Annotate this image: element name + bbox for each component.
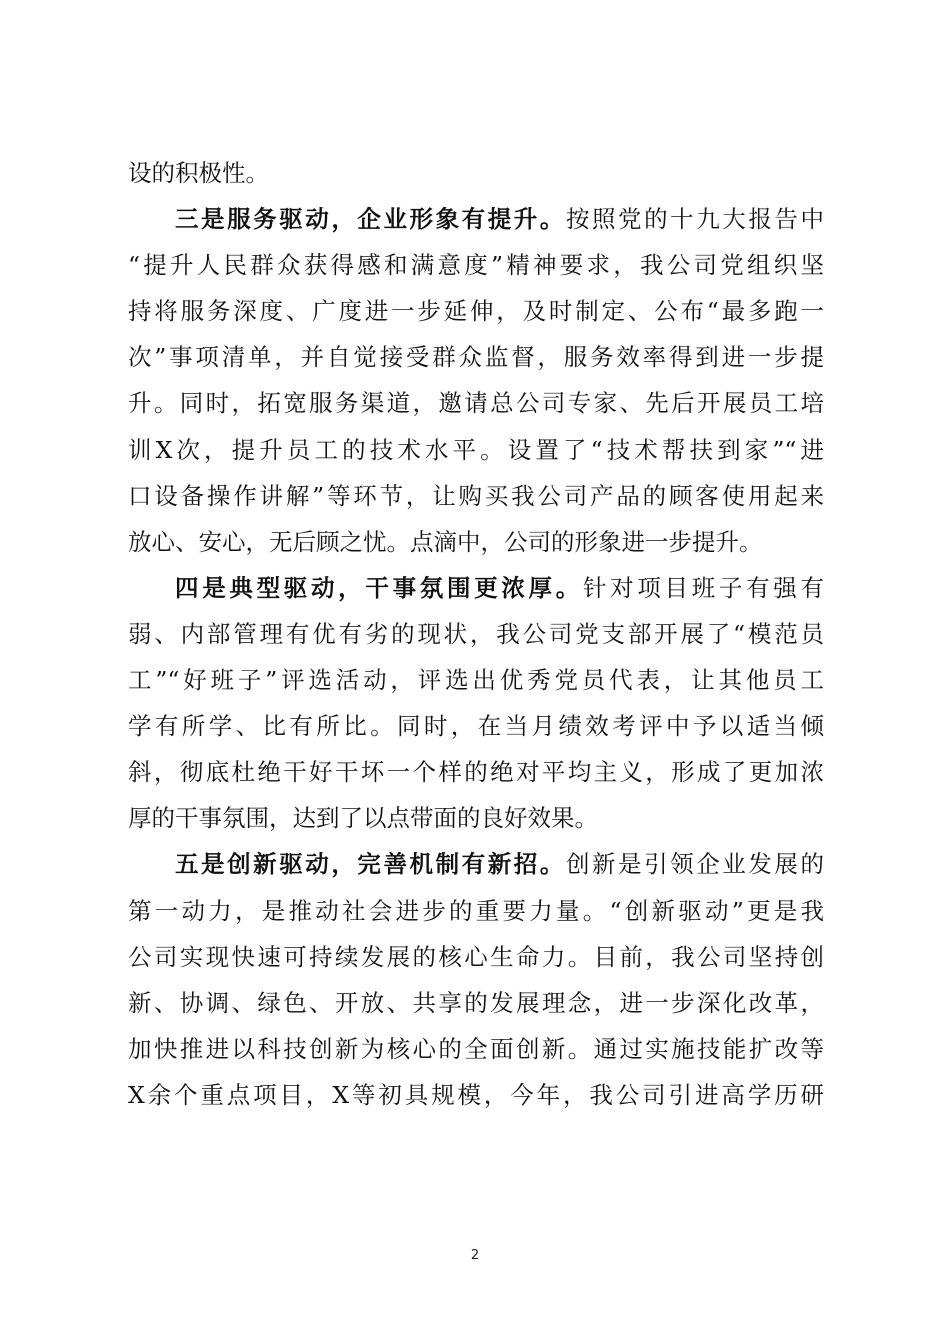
text-line (128, 703, 824, 749)
line-text: 厚的干事氛围，达到了以点带面的良好效果。 (128, 804, 598, 833)
line-text: 新、协调、绿色、开放、共享的发展理念，进一步深化改革， (128, 988, 824, 1017)
text-line (128, 288, 824, 334)
line-text: 加快推进以科技创新为核心的全面创新。通过实施技能扩改等 (128, 1034, 824, 1063)
paragraph-heading: 五是创新驱动，完善机制有新招。 (175, 850, 566, 879)
paragraph-first-line (128, 196, 824, 242)
line-text: 次”事项清单，并自觉接受群众监督，服务效率得到进一步提 (128, 343, 824, 372)
line-text: 针对项目班子有强有 (582, 573, 825, 602)
line-text: 口设备操作讲解”等环节，让购买我公司产品的顾客使用起来 (128, 481, 824, 510)
line-text: 斜，彻底杜绝干好干坏一个样的绝对平均主义，形成了更加浓 (128, 758, 824, 787)
text-line (128, 1072, 824, 1118)
page-number: 2 (470, 1248, 480, 1263)
text-line (128, 150, 824, 196)
text-line (128, 519, 824, 565)
line-text: 训X次，提升员工的技术水平。设置了“技术帮扶到家”“进 (128, 435, 824, 464)
line-text: 升。同时，拓宽服务渠道，邀请总公司专家、先后开展员工培 (128, 389, 824, 418)
line-text: 第一动力，是推动社会进步的重要力量。“创新驱动”更是我 (128, 896, 824, 925)
line-text: 放心、安心，无后顾之忧。点滴中，公司的形象进一步提升。 (128, 527, 763, 556)
text-line (128, 242, 824, 288)
text-line (128, 611, 824, 657)
text-line (128, 427, 824, 473)
text-line (128, 473, 824, 519)
paragraph-heading: 三是服务驱动，企业形象有提升。 (175, 205, 566, 234)
document-body (128, 150, 824, 1118)
text-line (128, 934, 824, 980)
line-text: 弱、内部管理有优有劣的现状，我公司党支部开展了“模范员 (128, 619, 824, 648)
text-line (128, 657, 824, 703)
line-text: 按照党的十九大报告中 (565, 205, 824, 234)
text-line (128, 1026, 824, 1072)
line-text: X余个重点项目，X等初具规模，今年，我公司引进高学历研 (128, 1080, 824, 1109)
paragraph-heading: 四是典型驱动，干事氛围更浓厚。 (175, 573, 583, 602)
text-line (128, 380, 824, 426)
paragraph-first-line (128, 841, 824, 887)
text-line (128, 980, 824, 1026)
line-text: 持将服务深度、广度进一步延伸，及时制定、公布“最多跑一 (128, 297, 824, 326)
text-line (128, 749, 824, 795)
line-text: 创新是引领企业发展的 (565, 850, 824, 879)
line-text: “提升人民群众获得感和满意度”精神要求，我公司党组织坚 (128, 251, 824, 280)
line-text: 公司实现快速可持续发展的核心生命力。目前，我公司坚持创 (128, 942, 824, 971)
line-text: 工”“好班子”评选活动，评选出优秀党员代表，让其他员工 (128, 666, 824, 695)
text-line (128, 795, 824, 841)
line-text: 设的积极性。 (128, 159, 269, 187)
text-line (128, 334, 824, 380)
text-line (128, 888, 824, 934)
paragraph-first-line (128, 565, 824, 611)
line-text: 学有所学、比有所比。同时，在当月绩效考评中予以适当倾 (128, 712, 824, 741)
